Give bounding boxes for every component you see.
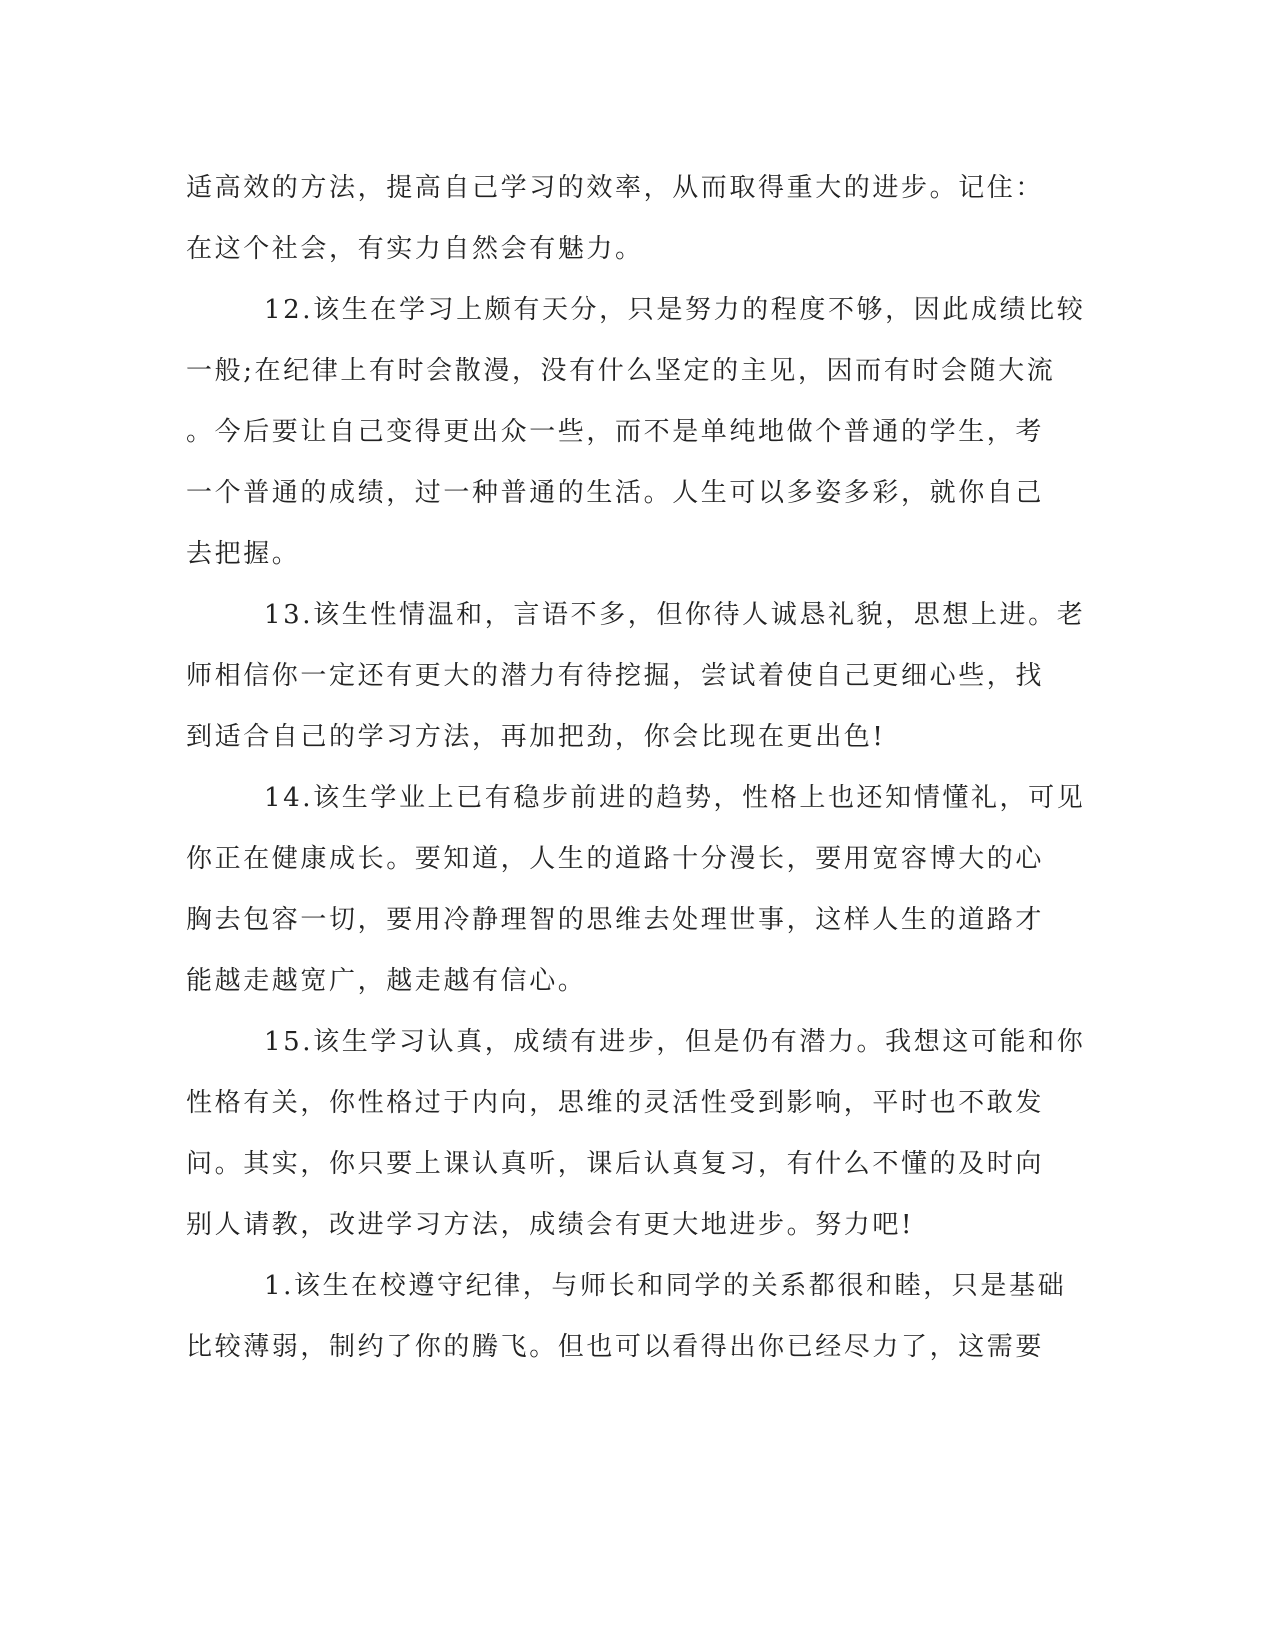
- body-text: [186, 158, 1086, 1378]
- text-line: 性格有关，你性格过于内向，思维的灵活性受到影响，平时也不敢发: [186, 1088, 1045, 1118]
- text-line: 问。其实，你只要上课认真听，课后认真复习，有什么不懂的及时向: [186, 1149, 1045, 1179]
- paragraph-start-15: 15.该生学习认真，成绩有进步，但是仍有潜力。我想这可能和你: [264, 1027, 1086, 1057]
- paragraph-start-12: 12.该生在学习上颇有天分，只是努力的程度不够，因此成绩比较: [264, 295, 1086, 325]
- text-line: 师相信你一定还有更大的潜力有待挖掘，尝试着使自己更细心些，找: [186, 661, 1045, 691]
- text-line: 别人请教，改进学习方法，成绩会有更大地进步。努力吧!: [186, 1210, 915, 1240]
- text-line: 到适合自己的学习方法，再加把劲，你会比现在更出色!: [186, 722, 886, 752]
- text-line: 一般;在纪律上有时会散漫，没有什么坚定的主见，因而有时会随大流: [186, 356, 1056, 386]
- text-line: 。今后要让自己变得更出众一些，而不是单纯地做个普通的学生，考: [186, 417, 1045, 447]
- paragraph-start-14: 14.该生学业上已有稳步前进的趋势，性格上也还知情懂礼，可见: [264, 783, 1086, 813]
- text-line: 胸去包容一切，要用冷静理智的思维去处理世事，这样人生的道路才: [186, 905, 1045, 935]
- paragraph-start-13: 13.该生性情温和，言语不多，但你待人诚恳礼貌，思想上进。老: [264, 600, 1086, 630]
- text-line: 能越走越宽广，越走越有信心。: [186, 966, 587, 996]
- text-line: 一个普通的成绩，过一种普通的生活。人生可以多姿多彩，就你自己: [186, 478, 1045, 508]
- text-line: 你正在健康成长。要知道，人生的道路十分漫长，要用宽容博大的心: [186, 844, 1045, 874]
- paragraph-start-1: 1.该生在校遵守纪律，与师长和同学的关系都很和睦，只是基础: [264, 1271, 1067, 1301]
- text-line: 比较薄弱，制约了你的腾飞。但也可以看得出你已经尽力了，这需要: [186, 1332, 1045, 1362]
- text-line: 适高效的方法，提高自己学习的效率，从而取得重大的进步。记住：: [186, 173, 1045, 203]
- text-line: 在这个社会，有实力自然会有魅力。: [186, 234, 644, 264]
- text-line: 去把握。: [186, 539, 301, 569]
